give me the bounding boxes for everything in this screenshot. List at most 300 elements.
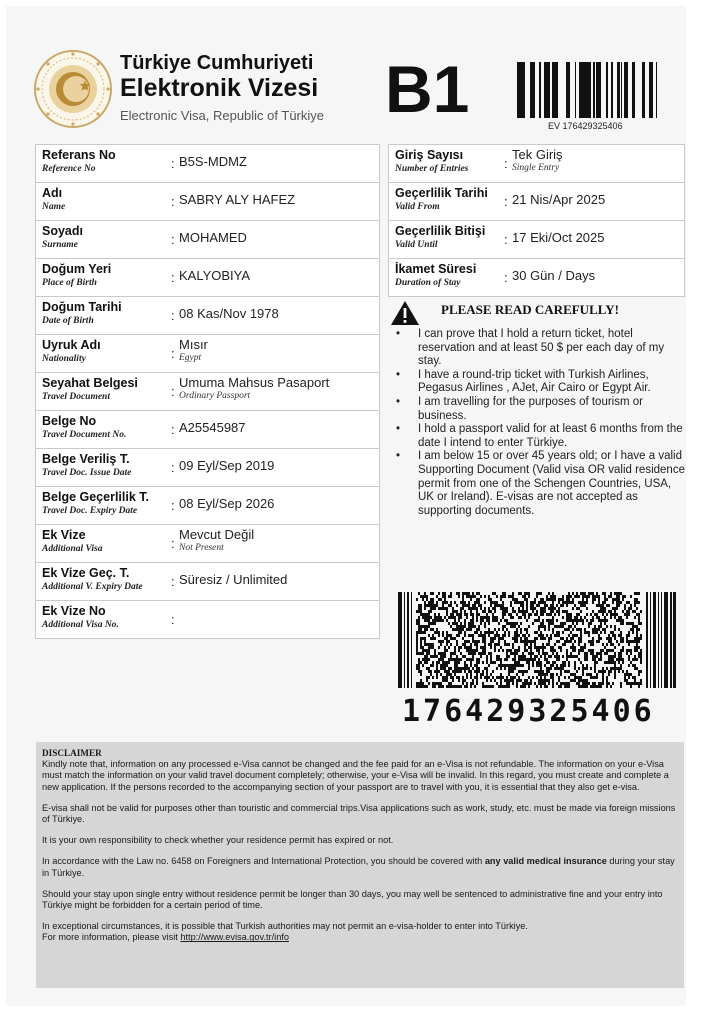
barcode-module (416, 619, 418, 622)
barcode-module (592, 628, 594, 631)
barcode-module (472, 595, 474, 598)
barcode-module (604, 601, 606, 604)
barcode-module (436, 631, 438, 634)
barcode-module (630, 622, 632, 625)
barcode-module (536, 613, 538, 616)
barcode-module (524, 640, 526, 643)
barcode-module (610, 667, 612, 670)
barcode-module (558, 646, 560, 649)
barcode-module (516, 649, 518, 652)
barcode-module (420, 679, 422, 682)
barcode-module (614, 613, 616, 616)
barcode-module (570, 601, 572, 604)
barcode-module (562, 595, 564, 598)
barcode-module (568, 685, 570, 688)
barcode-module (508, 643, 510, 646)
barcode-module (438, 631, 440, 634)
barcode-module (502, 601, 504, 604)
barcode-module (630, 652, 632, 655)
barcode-module (448, 604, 450, 607)
field-value: MOHAMED (179, 230, 247, 245)
barcode-module (450, 634, 452, 637)
barcode-module (504, 631, 506, 634)
barcode-module (432, 685, 434, 688)
barcode-module (620, 601, 622, 604)
barcode-module (538, 601, 540, 604)
barcode-module (606, 685, 608, 688)
barcode-module (586, 664, 588, 667)
barcode-module (590, 649, 592, 652)
barcode-module (438, 670, 440, 673)
barcode-module (494, 628, 496, 631)
barcode-module (458, 631, 460, 634)
barcode-module (444, 670, 446, 673)
barcode-module (558, 601, 560, 604)
barcode-module (554, 649, 556, 652)
field-value: SABRY ALY HAFEZ (179, 192, 296, 207)
barcode-module (504, 625, 506, 628)
barcode-module (538, 616, 540, 619)
barcode-module (616, 658, 618, 661)
barcode-module (634, 640, 636, 643)
barcode-module (572, 607, 574, 610)
barcode-bar (588, 62, 591, 118)
barcode-module (428, 610, 430, 613)
barcode-module (640, 637, 642, 640)
barcode-module (574, 640, 576, 643)
barcode-module (504, 664, 506, 667)
barcode-module (422, 598, 424, 601)
barcode-module (586, 655, 588, 658)
barcode-module (600, 682, 602, 685)
barcode-module (638, 670, 640, 673)
barcode-module (586, 682, 588, 685)
barcode-module (606, 604, 608, 607)
barcode-module (640, 670, 642, 673)
evisa-info-link[interactable]: http://www.evisa.gov.tr/info (180, 932, 289, 943)
barcode-module (478, 670, 480, 673)
barcode-module (578, 637, 580, 640)
barcode-module (416, 664, 418, 667)
barcode-module (544, 628, 546, 631)
barcode-module (418, 619, 420, 622)
barcode-module (618, 652, 620, 655)
barcode-module (578, 628, 580, 631)
field-label-en: Name (42, 202, 66, 212)
barcode-module (574, 619, 576, 622)
barcode-module (480, 622, 482, 625)
barcode-module (456, 676, 458, 679)
barcode-module (628, 622, 630, 625)
barcode-module (556, 652, 558, 655)
barcode-module (484, 667, 486, 670)
barcode-module (536, 676, 538, 679)
visa-field-row (389, 145, 684, 183)
barcode-module (444, 655, 446, 658)
field-label-en: Reference No (42, 164, 96, 174)
barcode-module (622, 637, 624, 640)
barcode-module (420, 682, 422, 685)
barcode-module (544, 679, 546, 682)
barcode-module (608, 604, 610, 607)
barcode-module (468, 595, 470, 598)
barcode-module (508, 631, 510, 634)
barcode-module (454, 622, 456, 625)
barcode-module (474, 652, 476, 655)
barcode-module (600, 685, 602, 688)
barcode-module (626, 613, 628, 616)
barcode-module (478, 652, 480, 655)
barcode-module (466, 616, 468, 619)
barcode-module (430, 592, 432, 595)
barcode-module (450, 637, 452, 640)
barcode-module (594, 655, 596, 658)
barcode-module (578, 682, 580, 685)
barcode-module (490, 640, 492, 643)
barcode-module (546, 667, 548, 670)
barcode-module (638, 613, 640, 616)
barcode-module (498, 637, 500, 640)
barcode-module (550, 667, 552, 670)
barcode-module (562, 643, 564, 646)
barcode-module (578, 613, 580, 616)
barcode-module (458, 625, 460, 628)
barcode-module (424, 658, 426, 661)
barcode-module (518, 646, 520, 649)
barcode-module (426, 595, 428, 598)
barcode-module (522, 658, 524, 661)
barcode-module (558, 676, 560, 679)
barcode-module (598, 616, 600, 619)
barcode-module (510, 613, 512, 616)
barcode-module (444, 595, 446, 598)
barcode-module (584, 667, 586, 670)
barcode-module (620, 655, 622, 658)
barcode-module (592, 676, 594, 679)
barcode-module (476, 649, 478, 652)
notice-item: • I have a round-trip ticket with Turkish Airlines, Pegasus Airlines , AJet, Air Cairo or Egypt Air. (396, 368, 651, 395)
barcode-module (502, 610, 504, 613)
barcode-module (510, 670, 512, 673)
barcode-module (462, 607, 464, 610)
barcode-module (566, 604, 568, 607)
barcode-module (446, 640, 448, 643)
field-value: Süresiz / Unlimited (179, 572, 288, 587)
field-colon: : (171, 194, 175, 209)
barcode-module (546, 643, 548, 646)
barcode-module (458, 649, 460, 652)
barcode-module (500, 673, 502, 676)
barcode-module (442, 607, 444, 610)
barcode-module (618, 616, 620, 619)
barcode-module (624, 613, 626, 616)
barcode-module (572, 646, 574, 649)
barcode-module (444, 592, 446, 595)
barcode-module (494, 634, 496, 637)
barcode-module (626, 610, 628, 613)
subtitle: Electronic Visa, Republic of Türkiye (120, 108, 325, 123)
barcode-module (568, 664, 570, 667)
barcode-module (456, 658, 458, 661)
barcode-guard-bar (407, 592, 409, 688)
barcode-module (456, 622, 458, 625)
barcode-module (470, 598, 472, 601)
barcode-module (618, 634, 620, 637)
barcode-module (552, 682, 554, 685)
barcode-module (470, 658, 472, 661)
barcode-module (496, 631, 498, 634)
barcode-module (610, 661, 612, 664)
barcode-module (636, 658, 638, 661)
barcode-module (596, 628, 598, 631)
barcode-module (428, 619, 430, 622)
barcode-module (518, 634, 520, 637)
notice-title: PLEASE READ CAREFULLY! (441, 302, 619, 317)
barcode-module (454, 667, 456, 670)
barcode-module (530, 601, 532, 604)
barcode-module (524, 616, 526, 619)
barcode-module (480, 616, 482, 619)
barcode-module (540, 598, 542, 601)
barcode-module (456, 610, 458, 613)
barcode-module (620, 640, 622, 643)
barcode-module (462, 601, 464, 604)
barcode-module (620, 685, 622, 688)
barcode-module (488, 622, 490, 625)
barcode-module (610, 637, 612, 640)
barcode-module (538, 592, 540, 595)
barcode-module (542, 634, 544, 637)
barcode-module (552, 676, 554, 679)
barcode-module (450, 667, 452, 670)
barcode-module (532, 640, 534, 643)
barcode-module (490, 637, 492, 640)
barcode-module (468, 640, 470, 643)
barcode-module (542, 607, 544, 610)
barcode-module (434, 682, 436, 685)
barcode-module (622, 622, 624, 625)
barcode-module (446, 670, 448, 673)
barcode-module (428, 613, 430, 616)
barcode-module (440, 640, 442, 643)
barcode-module (566, 619, 568, 622)
barcode-bar (518, 62, 520, 118)
visa-field-row (389, 183, 684, 221)
barcode-module (462, 682, 464, 685)
barcode-module (618, 643, 620, 646)
barcode-module (534, 643, 536, 646)
barcode-module (514, 649, 516, 652)
barcode-module (444, 679, 446, 682)
barcode-module (520, 592, 522, 595)
barcode-module (528, 640, 530, 643)
barcode-module (574, 595, 576, 598)
barcode-module (580, 601, 582, 604)
barcode-module (544, 637, 546, 640)
disclaimer-p5: Should your stay upon single entry without residence permit be longer than 30 days, you may well be sentenced to administrative fine and your entry into Türkiye might be forbidden for a certain period of time. (42, 888, 663, 911)
barcode-module (464, 664, 466, 667)
barcode-module (540, 607, 542, 610)
barcode-module (618, 604, 620, 607)
barcode-module (608, 655, 610, 658)
barcode-module (554, 613, 556, 616)
barcode-bar (652, 62, 653, 118)
barcode-module (618, 667, 620, 670)
barcode-module (634, 601, 636, 604)
barcode-module (616, 619, 618, 622)
barcode-module (470, 625, 472, 628)
barcode-module (480, 676, 482, 679)
barcode-module (630, 661, 632, 664)
barcode-module (418, 631, 420, 634)
barcode-module (582, 673, 584, 676)
barcode-module (568, 628, 570, 631)
barcode-module (610, 643, 612, 646)
barcode-module (452, 670, 454, 673)
barcode-module (602, 619, 604, 622)
barcode-module (542, 643, 544, 646)
barcode-module (454, 649, 456, 652)
barcode-module (544, 658, 546, 661)
barcode-module (436, 682, 438, 685)
personal-field-row (36, 449, 379, 487)
barcode-module (432, 646, 434, 649)
field-label-en: Additional V. Expiry Date (42, 582, 143, 592)
barcode-module (466, 646, 468, 649)
barcode-module (432, 637, 434, 640)
barcode-module (542, 622, 544, 625)
barcode-module (558, 613, 560, 616)
barcode-module (508, 613, 510, 616)
barcode-module (498, 676, 500, 679)
barcode-module (578, 601, 580, 604)
barcode-module (516, 685, 518, 688)
barcode-module (538, 679, 540, 682)
barcode-module (556, 631, 558, 634)
barcode-module (474, 601, 476, 604)
field-value: 09 Eyl/Sep 2019 (179, 458, 275, 473)
barcode-module (418, 658, 420, 661)
field-label-en: Travel Doc. Expiry Date (42, 506, 138, 516)
barcode-module (588, 640, 590, 643)
barcode-module (520, 655, 522, 658)
barcode-module (480, 634, 482, 637)
barcode-module (492, 631, 494, 634)
barcode-module (564, 682, 566, 685)
barcode-module (584, 595, 586, 598)
barcode-module (430, 610, 432, 613)
barcode-module (612, 682, 614, 685)
barcode-module (530, 646, 532, 649)
barcode-module (434, 685, 436, 688)
barcode-module (522, 601, 524, 604)
barcode-module (436, 619, 438, 622)
barcode-module (580, 649, 582, 652)
barcode-module (478, 661, 480, 664)
barcode-module (478, 613, 480, 616)
barcode-module (612, 598, 614, 601)
barcode-guard-bar (646, 592, 648, 688)
barcode-module (580, 646, 582, 649)
barcode-module (640, 634, 642, 637)
barcode-module (610, 595, 612, 598)
barcode-module (506, 652, 508, 655)
barcode-module (606, 682, 608, 685)
barcode-module (436, 664, 438, 667)
barcode-module (466, 658, 468, 661)
barcode-module (588, 592, 590, 595)
barcode-module (578, 676, 580, 679)
barcode-module (440, 658, 442, 661)
barcode-module (566, 598, 568, 601)
barcode-module (584, 646, 586, 649)
barcode-module (520, 679, 522, 682)
barcode-module (546, 658, 548, 661)
barcode-guard-bar (398, 592, 402, 688)
barcode-module (592, 643, 594, 646)
barcode-module (530, 649, 532, 652)
barcode-module (552, 616, 554, 619)
field-label-tr: İkamet Süresi (395, 262, 477, 276)
barcode-module (622, 595, 624, 598)
barcode-module (422, 682, 424, 685)
barcode-module (616, 604, 618, 607)
barcode-bar (598, 62, 600, 118)
barcode-module (576, 634, 578, 637)
barcode-module (490, 631, 492, 634)
barcode-module (468, 622, 470, 625)
barcode-module (640, 682, 642, 685)
barcode-module (608, 640, 610, 643)
barcode-module (630, 595, 632, 598)
barcode-bar (642, 62, 645, 118)
barcode-module (564, 610, 566, 613)
barcode-module (564, 628, 566, 631)
barcode-module (430, 601, 432, 604)
barcode-module (584, 643, 586, 646)
barcode-module (428, 622, 430, 625)
barcode-module (474, 595, 476, 598)
barcode-module (528, 595, 530, 598)
barcode-module (450, 616, 452, 619)
barcode-module (548, 640, 550, 643)
visa-field-row (389, 259, 684, 296)
barcode-module (438, 685, 440, 688)
barcode-module (482, 640, 484, 643)
barcode-module (476, 682, 478, 685)
barcode-module (524, 655, 526, 658)
barcode-module (492, 592, 494, 595)
barcode-module (438, 640, 440, 643)
barcode-module (558, 607, 560, 610)
field-value-en: Ordinary Passport (179, 391, 251, 401)
barcode-module (470, 676, 472, 679)
barcode-module (442, 676, 444, 679)
barcode-module (552, 679, 554, 682)
barcode-module (570, 625, 572, 628)
barcode-module (532, 610, 534, 613)
barcode-module (478, 658, 480, 661)
barcode-module (470, 619, 472, 622)
barcode-module (420, 661, 422, 664)
barcode-bar (517, 62, 518, 118)
barcode-module (466, 604, 468, 607)
barcode-module (418, 604, 420, 607)
barcode-module (596, 655, 598, 658)
field-value: Mevcut Değil (179, 527, 255, 542)
barcode-module (448, 595, 450, 598)
barcode-module (450, 676, 452, 679)
